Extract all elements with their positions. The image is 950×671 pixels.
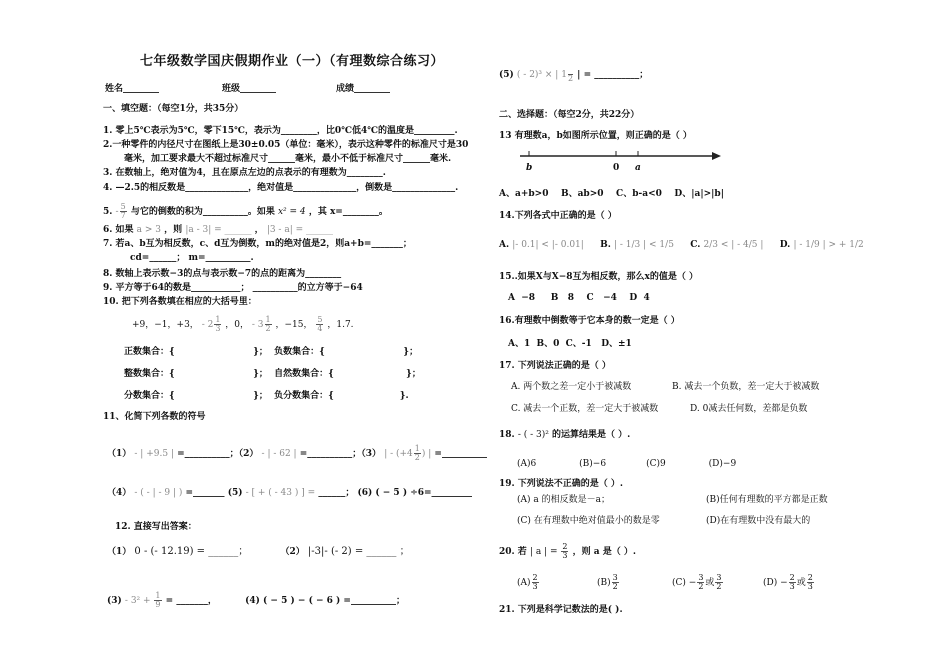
name-field: 姓名________ bbox=[105, 84, 160, 94]
question-13-options: A、a+b>0 B、ab>0 C、b-a<0 D、|a|>|b| bbox=[499, 189, 724, 199]
section-1-heading: 一、填空题：（每空1分，共35分） bbox=[103, 104, 244, 114]
question-19-option-B: (B)任何有理数的平方都是正数 bbox=[706, 495, 828, 505]
question-19: 19. 下列说法不正确的是（ ）. bbox=[499, 479, 624, 489]
question-11: 11、化简下列各数的符号 bbox=[103, 412, 206, 422]
arrow-head-icon bbox=[712, 152, 721, 160]
question-7-line1: 7. 若a、b互为相反数，c、d互为倒数，m的绝对值是2，则a+b=_______； bbox=[103, 239, 412, 249]
q6-expression-2: |3 - a| = ______ bbox=[266, 225, 333, 235]
score-field: 成绩________ bbox=[336, 84, 391, 94]
question-19-option-D: (D)在有理数中没有最大的 bbox=[706, 516, 811, 526]
q6-expression-1: |a - 3| = ______ bbox=[185, 225, 252, 235]
question-17-option-D: D. 0减去任何数，差都是负数 bbox=[690, 404, 808, 414]
class-field: 班级________ bbox=[222, 84, 277, 94]
question-4: 4. —2.5的相反数是______________，绝对值是______________，倒数是______________. bbox=[103, 183, 459, 193]
question-9: 9. 平方等于64的数是___________； __________的立方等于−64 bbox=[103, 283, 363, 293]
question-10-numbers: +9，−1，+3， - 2 $\frac{1}{3}$ ，0， - 3 $\frac{1}{2}$ ，−15， $\frac{5}{4}$ ，1.7. bbox=[132, 315, 354, 333]
axis-label-0: 0 bbox=[613, 163, 620, 173]
q6-middle: ，则 bbox=[164, 225, 183, 235]
question-7-line2: cd=______； m=__________. bbox=[130, 253, 254, 263]
q5-middle: 与它的倒数的积为__________。如果 bbox=[130, 207, 275, 217]
q6-prefix: 6. 如果 bbox=[103, 225, 134, 235]
question-1: 1. 零上5℃表示为5℃，零下15℃，表示为________，比0℃低4℃的温度是_________. bbox=[103, 126, 458, 136]
question-20-option-D: (D) − $\frac{2}{3}$ 或 $\frac{2}{3}$ bbox=[763, 573, 813, 591]
question-19-option-C: (C) 在有理数中绝对值最小的数是零 bbox=[517, 516, 660, 526]
question-15: 15..如果X与X−8互为相反数，那么x的值是（ ） bbox=[499, 272, 699, 282]
set-row-2: 整数集合：{ }； 自然数集合：{ }； bbox=[124, 369, 421, 379]
question-18: 18. - ( - 3)² 的运算结果是（ ）. bbox=[499, 430, 631, 440]
axis-label-b: b bbox=[526, 163, 533, 173]
question-20-option-B: (B) $\frac{3}{2}$ bbox=[597, 573, 618, 591]
question-11-row2: （4） - ( - | - 9 | ) =_______ (5) - [ + ( - 43 ) ] = ______； (6) ( − 5 ) ÷6=_________ bbox=[107, 488, 473, 498]
axis-label-a: a bbox=[635, 163, 641, 173]
page-title: 七年级数学国庆假期作业（一）（有理数综合练习） bbox=[140, 54, 445, 69]
set-row-3: 分数集合：{ }； 负分数集合：{ }. bbox=[124, 391, 409, 401]
question-14: 14.下列各式中正确的是（ ） bbox=[499, 211, 617, 221]
question-19-option-A: (A) a 的相反数是－a； bbox=[517, 495, 610, 505]
question-14-options: A. |- 0.1| < |- 0.01| B. | - 1/3 | < 1/5 C. 2/3 < | - 4/5 | D. | - 1/9 | > + 1/2 bbox=[499, 240, 864, 250]
question-16: 16.有理数中倒数等于它本身的数一定是（ ） bbox=[499, 316, 680, 326]
q5-neg: - bbox=[115, 207, 119, 217]
question-2-line2: 毫米，加工要求最大不超过标准尺寸______毫米，最小不低于标准尺寸______毫米. bbox=[124, 154, 452, 164]
question-11-row1: （1） - | +9.5 | =__________；（2） - | - 62 | =__________；（3） | - (+4 $\frac{1}{2}$ ) | =__________ bbox=[107, 444, 487, 462]
question-17-option-C: C. 减去一个正数，差一定大于被减数 bbox=[511, 404, 659, 414]
question-17-option-A: A. 两个数之差一定小于被减数 bbox=[511, 382, 632, 392]
question-13: 13 有理数a，b如图所示位置，则正确的是（ ） bbox=[499, 131, 692, 141]
q5-fraction: $\frac{5}{7}$ bbox=[120, 202, 126, 220]
question-16-options: A、1 B、0 C、-1 D、±1 bbox=[508, 339, 632, 349]
set-row-1: 正数集合：{ }； 负数集合：{ }； bbox=[124, 347, 419, 357]
question-12: 12. 直接写出答案： bbox=[115, 522, 197, 532]
question-15-options: A −8 B 8 C −4 D 4 bbox=[508, 293, 650, 303]
question-20-option-C: (C) − $\frac{3}{2}$ 或 $\frac{3}{2}$ bbox=[672, 573, 722, 591]
question-5 bbox=[103, 203, 388, 220]
q5-prefix: 5. bbox=[103, 207, 113, 217]
section-2-heading: 二、选择题：（每空2分，共22分） bbox=[499, 110, 640, 120]
question-5-right: (5) ( - 2)³ × | 1 2 | = __________； bbox=[499, 66, 648, 83]
question-12-row1: （1） 0 - (- 12.19) = ______； （2） |-3|- (- 2) = ______ ； bbox=[107, 546, 410, 557]
question-3: 3. 在数轴上，绝对值为4，且在原点左边的点表示的有理数为________. bbox=[103, 168, 386, 178]
question-17-option-B: B. 减去一个负数，差一定大于被减数 bbox=[672, 382, 820, 392]
question-18-options: (A)6 (B)−6 (C)9 (D)−9 bbox=[517, 459, 737, 469]
question-21: 21. 下列是科学记数法的是( ). bbox=[499, 605, 623, 615]
question-17: 17. 下列说法正确的是（ ） bbox=[499, 361, 611, 371]
question-8: 8. 数轴上表示数−3的点与表示数−7的点的距离为________ bbox=[103, 269, 342, 279]
question-10: 10. 把下列各数填在相应的大括号里： bbox=[103, 297, 257, 307]
question-12-row2: (3) - 3² + $\frac{1}{9}$ = _______， (4) ( − 5 ) − ( − 6 ) =__________； bbox=[107, 591, 405, 609]
q5-end: ，其 x=________。 bbox=[308, 207, 388, 217]
q6-condition: a > 3 bbox=[136, 225, 162, 235]
question-20: 20. 若 | a | = $\frac{2}{3}$ ，则 a 是（ ）. bbox=[499, 542, 636, 560]
question-20-option-A: (A) $\frac{2}{3}$ bbox=[517, 573, 538, 591]
question-6: 6. 如果 a > 3 ，则 |a - 3| = ______ ， |3 - a| = ______ bbox=[103, 225, 333, 235]
question-2-line1: 2.一种零件的内径尺寸在图纸上是30±0.05（单位：毫米），表示这种零件的标准尺寸是30 bbox=[103, 140, 469, 150]
q5-expression: x² = 4 bbox=[277, 207, 306, 217]
